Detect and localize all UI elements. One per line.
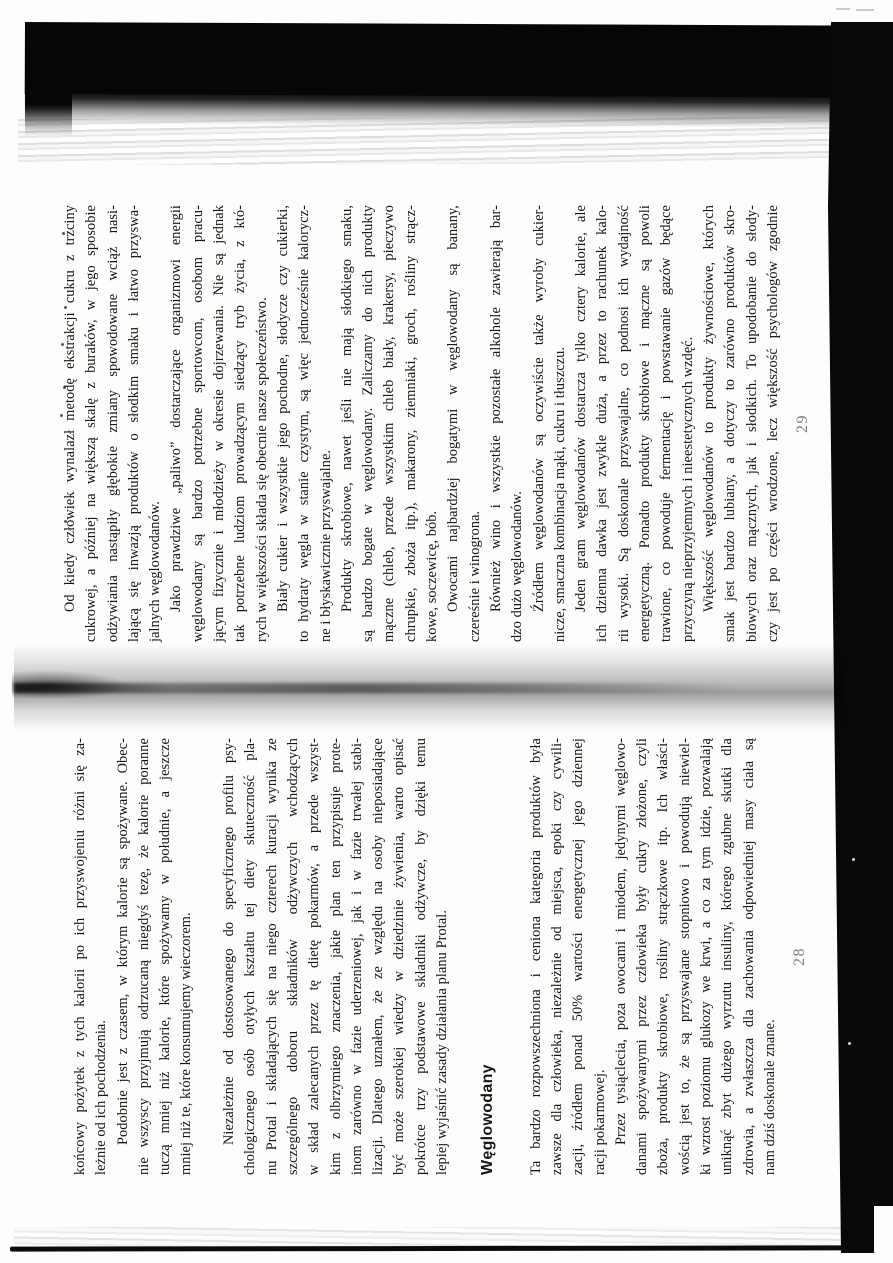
text-line: Podobnie jest z czasem, w którym kalorie są spożywane. Obec- <box>114 738 131 1145</box>
text-line: rii wysoki. Są doskonale przyswajalne, co podnosi ich wydajność <box>615 205 632 642</box>
text-line: wością jest to, że są przyswajane stopniowo i powodują niewiel- <box>676 738 693 1175</box>
scan-artifact-mark <box>856 9 874 11</box>
text-line: Owocami najbardziej bogatymi w węglowodany są banany, <box>445 205 462 612</box>
right-scan-black-band <box>828 22 893 1253</box>
text-line: kowe, soczewicę, bób. <box>424 510 441 642</box>
scan-artifact-mark <box>836 8 850 10</box>
text-line: czereśnie i winogrona. <box>466 510 483 642</box>
text-line: Przez tysiąclecia, poza owocami i miodem, jedynymi węglowo- <box>612 738 629 1145</box>
text-line: inom zarówno w fazie uderzeniowej, jak i w fazie trwałej stabi- <box>348 738 365 1175</box>
bottom-scan-smudge-streaks <box>14 1227 846 1246</box>
text-line: przyczyną nieprzyjemnych i nieestetycznych wzdęć. <box>679 336 696 642</box>
text-line: Niezależnie od dostosowanego do specyficznego profilu psy- <box>221 738 238 1145</box>
text-line: Źródłem węglowodanów są oczywiście także wyroby cukier- <box>530 205 547 612</box>
page-number-28: 28 <box>791 947 809 966</box>
top-scan-smudge-streaks <box>18 117 866 165</box>
text-line: kim z olbrzymiego znaczenia, jakie plan ten przypisuje prote- <box>327 738 344 1175</box>
text-line: rych w większości składa się obecnie nasze społeczeństwo. <box>253 297 270 642</box>
text-line: ki wzrost poziomu glukozy we krwi, a co za tym idzie, pozwalają <box>698 738 715 1175</box>
bottom-right-white-notch <box>874 1206 893 1263</box>
text-line: racji pokarmowej. <box>591 1069 608 1175</box>
text-line: mniej niż te, które konsumujemy wieczorem. <box>178 912 195 1175</box>
text-line: lizacji. Dlatego uznałem, że ze względu na osoby nieposiadające <box>370 738 387 1175</box>
text-line: są bardzo bogate w węglowodany. Zaliczamy do nich produkty <box>360 205 377 642</box>
text-line: nu Protal i składających się na niego czterech kuracji wynika ze <box>263 738 280 1175</box>
text-line: w skład zalecanych przez tę dietę pokarmów, a przede wszyst- <box>306 738 323 1175</box>
text-line: Jeden gram węglowodanów dostarcza tylko cztery kalorie, ale <box>573 205 590 612</box>
page-number-29: 29 <box>794 414 812 433</box>
text-line: tak potrzebne ludziom prowadzącym siedzący tryb życia, z któ- <box>232 205 249 642</box>
text-line: smak jest bardzo lubiany, a dotyczy to zarówno produktów skro- <box>722 205 739 642</box>
book-spine-shadow-dark-spot <box>12 670 127 698</box>
text-line: lającą się inwazją produktów o słodkim smaku i łatwo przyswa- <box>125 205 142 642</box>
text-line: to hydraty węgla w stanie czystym, są więc jednocześnie kalorycz- <box>296 205 313 642</box>
text-line: lepiej wyjaśnić zasady działania planu Protal. <box>434 909 451 1175</box>
text-line: Produkty skrobiowe, nawet jeśli nie mają słodkiego smaku, <box>338 205 355 612</box>
text-line: końcowy pożytek z tych kalorii po ich przyswojeniu różni się za- <box>72 738 88 1175</box>
text-line: zawsze dla człowieka, niezależnie od miejsca, epoki czy cywili- <box>548 738 565 1175</box>
text-line: uniknąć zbyt dużego wyrzutu insuliny, którego zgubne skutki dla <box>719 738 736 1175</box>
text-line: cukrowej, a później na większą skalę z buraków, w jego sposobie <box>83 205 100 642</box>
text-line: jącym fizycznie i młodzieży w okresie dojrzewania. Nie są jednak <box>211 205 228 642</box>
text-line: tuczą mniej niż kalorie, które spożywamy w południe, a jeszcze <box>157 738 174 1175</box>
section-heading: Węglowodany <box>479 1064 497 1175</box>
text-line: być może szerokiej wiedzy w dziedzinie żywienia, warto opisać <box>391 738 408 1175</box>
text-line: chrupkie, zboża itp.), makarony, ziemniaki, groch, rośliny strącz- <box>402 205 419 642</box>
text-line: jalnych węglowodanów. <box>147 501 164 642</box>
text-line: nam dziś doskonale znane. <box>761 1019 778 1175</box>
text-line: zacji, źródłem ponad 50% wartości energetycznej jego dziennej <box>570 738 587 1175</box>
text-line: chologicznego osób otyłych kształtu tej diety skuteczność pla- <box>242 738 259 1175</box>
text-line: ich dzienna dawka jest zwykle duża, a przez to rachunek kalo- <box>594 205 611 642</box>
text-line: ne i błyskawicznie przyswajalne. <box>317 449 334 642</box>
text-line: energetyczną. Ponadto produkty skrobiowe i mączne są powoli <box>637 205 654 642</box>
text-line: pokrótce trzy podstawowe składniki odżywcze, by dzięki temu <box>412 738 429 1175</box>
text-line: zboża, produkty skrobiowe, rośliny strączkowe itp. Ich właści- <box>655 738 672 1175</box>
text-line: dzo dużo węglowodanów. <box>509 491 526 642</box>
text-line: nicze, smaczna kombinacja mąki, cukru i tłuszczu. <box>551 346 568 642</box>
top-left-scan-smudge <box>25 84 72 136</box>
text-line: Większość węglowodanów to produkty żywnościowe, których <box>700 205 717 612</box>
page-29-text-block <box>60 205 813 642</box>
text-line: odżywiania nastąpiły głębokie zmiany spowodowane wciąż nasi- <box>104 205 121 642</box>
dust-speck <box>848 1042 851 1045</box>
text-line: biowych oraz mącznych, jak i słodkich. To upodobanie do słody- <box>743 205 760 642</box>
text-line: danami spożywanymi przez człowieka były cukry złożone, czyli <box>634 738 651 1175</box>
text-line: Biały cukier i wszystkie jego pochodne, słodycze czy cukierki, <box>274 205 291 612</box>
text-line: mączne (chleb, przede wszystkim chleb biały, krakersy, pieczywo <box>381 205 398 642</box>
text-line: Również wino i wszystkie pozostałe alkohole zawierają bar- <box>487 205 504 612</box>
section-heading: Ta bardzo rozpowszechniona i ceniona kategoria produktów była <box>527 738 544 1175</box>
text-line: węglowodany są bardzo potrzebne sportowcom, osobom pracu- <box>189 205 206 642</box>
text-line: trawione, co powoduje fermentację i powstawanie gazów będące <box>658 205 675 642</box>
text-line: Jako prawdziwe „paliwo” dostarczające organizmowi energii <box>168 205 185 612</box>
text-line: leżnie od ich pochodzenia. <box>93 1019 110 1175</box>
text-line: szczególnego doboru składników odżywczych wchodzących <box>284 738 301 1175</box>
page-28-text-block <box>70 738 811 1175</box>
bottom-page-edge-line <box>10 1245 846 1251</box>
text-line: zdrowia, a zwłaszcza dla zachowania odpowiedniej masy ciała są <box>740 738 757 1175</box>
text-line: Od kiedy człowiek wynalazł metodę ekstrakcji cukru z trzciny <box>62 205 78 612</box>
text-line: nie wszyscy przyjmują odrzucaną niegdyś tezę, że kalorie poranne <box>135 738 152 1175</box>
dust-speck <box>852 858 855 861</box>
top-scan-black-band <box>25 22 893 98</box>
text-line: czy jest po części wrodzone, lecz większość psychologów zgodnie <box>764 205 781 642</box>
